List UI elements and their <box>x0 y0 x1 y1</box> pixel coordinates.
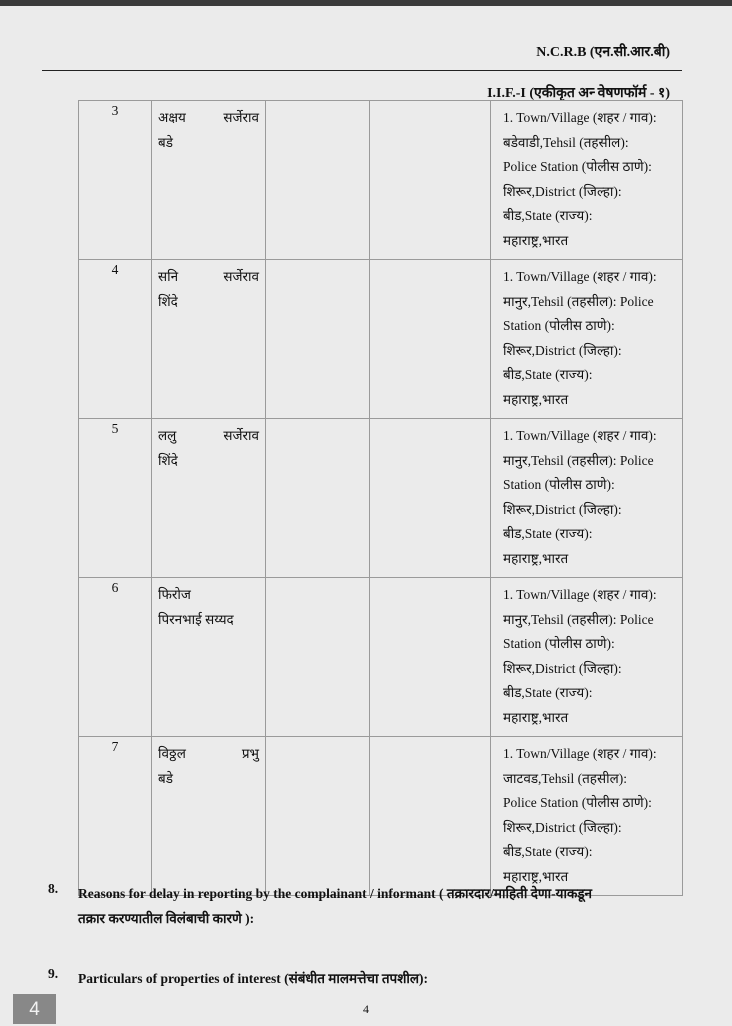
address-line: बीड,State (राज्य): <box>503 844 593 860</box>
address-line: शिरूर,District (जिल्हा): <box>503 501 622 517</box>
serial-number-cell: 3 <box>79 101 152 260</box>
section-9-heading: Particulars of properties of interest (संबंधीत मालमत्तेचा तपशील): <box>78 971 429 986</box>
accused-name-cell <box>152 578 266 737</box>
accused-table <box>78 100 683 896</box>
ncrb-header: N.C.R.B (एन.सी.आर.बी) <box>536 45 670 60</box>
accused-name-cell <box>152 419 266 578</box>
name-last: पिरनभाई सय्यद <box>158 612 234 627</box>
empty-cell-b <box>370 419 491 578</box>
address-cell <box>491 101 683 260</box>
empty-cell-b <box>370 260 491 419</box>
address-line: जाटवड,Tehsil (तहसील): <box>503 770 627 786</box>
empty-cell-b <box>370 578 491 737</box>
address-line: शिरूर,District (जिल्हा): <box>503 342 622 358</box>
address-cell <box>491 578 683 737</box>
address-line: Station (पोलीस ठाणे): <box>503 318 615 334</box>
name-middle: सर्जेराव <box>223 269 259 284</box>
address-line: महाराष्ट्र,भारत <box>503 709 569 725</box>
accused-name-cell <box>152 260 266 419</box>
section-8-number: 8. <box>48 881 59 896</box>
empty-cell-a <box>266 737 370 896</box>
name-first: अक्षय <box>158 110 186 125</box>
section-8-line1: Reasons for delay in reporting by the complainant / informant ( तक्रारदार/माहिती देणा-याकडून <box>78 886 593 901</box>
empty-cell-b <box>370 101 491 260</box>
name-first: ललु <box>158 428 177 443</box>
name-last: शिंदे <box>158 453 178 468</box>
address-line: बीड,State (राज्य): <box>503 367 593 383</box>
name-middle: सर्जेराव <box>223 428 259 443</box>
table-row <box>79 419 683 578</box>
address-line: बडेवाडी,Tehsil (तहसील): <box>503 134 629 150</box>
address-line: मानुर,Tehsil (तहसील): Police <box>503 452 654 468</box>
address-line: 1. Town/Village (शहर / गाव): <box>503 269 657 284</box>
address-line: महाराष्ट्र,भारत <box>503 391 569 407</box>
address-cell <box>491 419 683 578</box>
address-line: मानुर,Tehsil (तहसील): Police <box>503 611 654 627</box>
address-cell <box>491 737 683 896</box>
address-line: Station (पोलीस ठाणे): <box>503 636 615 652</box>
serial-number-cell: 6 <box>79 578 152 737</box>
name-first: फिरोज <box>158 587 191 602</box>
address-line: Police Station (पोलीस ठाणे): <box>503 795 652 811</box>
serial-number-cell: 5 <box>79 419 152 578</box>
empty-cell-b <box>370 737 491 896</box>
address-cell <box>491 260 683 419</box>
address-line: बीड,State (राज्य): <box>503 208 593 224</box>
table-row <box>79 260 683 419</box>
accused-name-cell <box>152 101 266 260</box>
table-row <box>79 578 683 737</box>
address-line: शिरूर,District (जिल्हा): <box>503 660 622 676</box>
table-row <box>79 101 683 260</box>
empty-cell-a <box>266 101 370 260</box>
address-line: Station (पोलीस ठाणे): <box>503 477 615 493</box>
name-first: विठ्ठल <box>158 746 186 761</box>
accused-name-cell <box>152 737 266 896</box>
top-bar <box>0 0 732 6</box>
address-line: 1. Town/Village (शहर / गाव): <box>503 110 657 125</box>
page-number: 4 <box>363 1002 369 1016</box>
address-line: बीड,State (राज्य): <box>503 526 593 542</box>
section-9-number: 9. <box>48 966 59 981</box>
name-middle: प्रभु <box>241 746 259 761</box>
form-title: I.I.F.-I (एकीकृत अन्‍ वेषणफॉर्म - १) <box>487 86 670 101</box>
table-row <box>79 737 683 896</box>
serial-number-cell: 7 <box>79 737 152 896</box>
address-line: महाराष्ट्र,भारत <box>503 232 569 248</box>
page-indicator-badge[interactable]: 4 <box>13 994 56 1024</box>
name-first: सनि <box>158 269 179 284</box>
name-last: बडे <box>158 771 173 786</box>
address-line: शिरूर,District (जिल्हा): <box>503 819 622 835</box>
empty-cell-a <box>266 260 370 419</box>
empty-cell-a <box>266 419 370 578</box>
name-middle: सर्जेराव <box>223 110 259 125</box>
address-line: 1. Town/Village (शहर / गाव): <box>503 587 657 602</box>
serial-number-cell: 4 <box>79 260 152 419</box>
empty-cell-a <box>266 578 370 737</box>
address-line: बीड,State (राज्य): <box>503 685 593 701</box>
address-line: 1. Town/Village (शहर / गाव): <box>503 746 657 761</box>
address-line: शिरूर,District (जिल्हा): <box>503 183 622 199</box>
header-rule <box>42 70 682 71</box>
section-8-line2: तक्रार करण्यातील विलंबाची कारणे ): <box>78 911 255 926</box>
address-line: महाराष्ट्र,भारत <box>503 550 569 566</box>
address-line: मानुर,Tehsil (तहसील): Police <box>503 293 654 309</box>
address-line: महाराष्ट्र,भारत <box>503 868 569 884</box>
address-line: Police Station (पोलीस ठाणे): <box>503 159 652 175</box>
name-last: बडे <box>158 135 173 150</box>
address-line: 1. Town/Village (शहर / गाव): <box>503 428 657 443</box>
section-8-heading <box>78 881 592 931</box>
name-last: शिंदे <box>158 294 178 309</box>
